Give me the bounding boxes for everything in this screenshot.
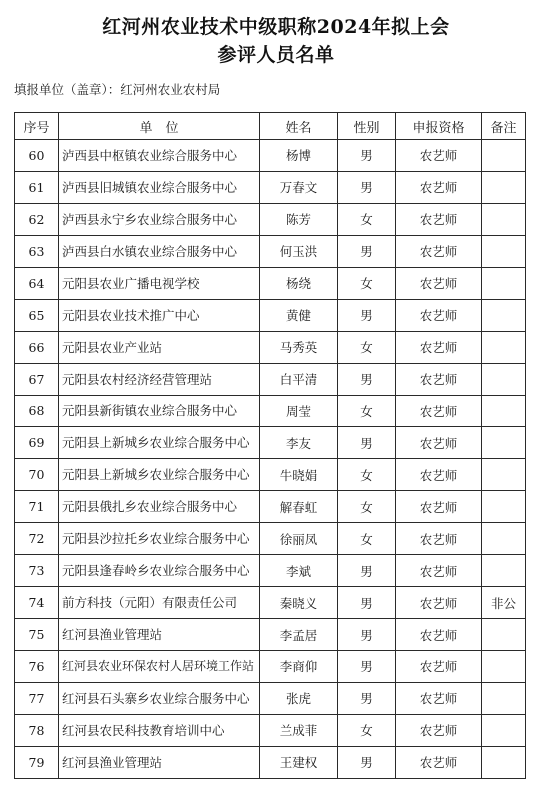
cell-qualification: 农艺师 — [396, 171, 482, 203]
cell-name: 李友 — [260, 427, 338, 459]
table-row — [15, 395, 526, 427]
cell-unit: 红河县渔业管理站 — [59, 619, 260, 651]
cell-unit: 元阳县沙拉托乡农业综合服务中心 — [59, 523, 260, 555]
table-row — [15, 363, 526, 395]
cell-unit: 红河县农民科技教育培训中心 — [59, 714, 260, 746]
cell-no: 71 — [15, 491, 59, 523]
table-row — [15, 523, 526, 555]
header-no: 序号 — [15, 113, 59, 140]
table-row — [15, 331, 526, 363]
cell-sex: 女 — [338, 491, 396, 523]
cell-name: 杨绕 — [260, 267, 338, 299]
cell-qualification: 农艺师 — [396, 140, 482, 172]
cell-unit: 红河县渔业管理站 — [59, 746, 260, 778]
cell-unit: 元阳县逢春岭乡农业综合服务中心 — [59, 555, 260, 587]
cell-name: 陈芳 — [260, 203, 338, 235]
cell-remark — [482, 267, 526, 299]
cell-no: 78 — [15, 714, 59, 746]
header-qualification: 申报资格 — [396, 113, 482, 140]
cell-unit: 红河县石头寨乡农业综合服务中心 — [59, 682, 260, 714]
cell-no: 69 — [15, 427, 59, 459]
table-row — [15, 427, 526, 459]
cell-sex: 男 — [338, 619, 396, 651]
cell-sex: 女 — [338, 203, 396, 235]
cell-qualification: 农艺师 — [396, 523, 482, 555]
cell-no: 70 — [15, 459, 59, 491]
cell-remark — [482, 363, 526, 395]
cell-qualification: 农艺师 — [396, 682, 482, 714]
cell-sex: 男 — [338, 746, 396, 778]
cell-qualification: 农艺师 — [396, 203, 482, 235]
cell-sex: 男 — [338, 651, 396, 683]
cell-remark — [482, 491, 526, 523]
table-body — [15, 140, 526, 779]
cell-no: 76 — [15, 651, 59, 683]
cell-qualification: 农艺师 — [396, 331, 482, 363]
cell-name: 周莹 — [260, 395, 338, 427]
cell-sex: 女 — [338, 331, 396, 363]
table-row — [15, 171, 526, 203]
cell-no: 73 — [15, 555, 59, 587]
cell-sex: 女 — [338, 267, 396, 299]
cell-unit: 泸西县中枢镇农业综合服务中心 — [59, 140, 260, 172]
cell-sex: 男 — [338, 299, 396, 331]
cell-no: 62 — [15, 203, 59, 235]
cell-sex: 男 — [338, 682, 396, 714]
cell-no: 67 — [15, 363, 59, 395]
cell-sex: 男 — [338, 427, 396, 459]
cell-remark — [482, 523, 526, 555]
cell-name: 张虎 — [260, 682, 338, 714]
cell-sex: 男 — [338, 235, 396, 267]
cell-remark — [482, 619, 526, 651]
cell-sex: 男 — [338, 555, 396, 587]
cell-no: 68 — [15, 395, 59, 427]
cell-remark — [482, 459, 526, 491]
cell-remark — [482, 140, 526, 172]
cell-qualification: 农艺师 — [396, 459, 482, 491]
cell-remark — [482, 555, 526, 587]
cell-no: 77 — [15, 682, 59, 714]
cell-no: 61 — [15, 171, 59, 203]
cell-sex: 女 — [338, 459, 396, 491]
document-title-line2: 参评人员名单 — [217, 44, 335, 66]
cell-qualification: 农艺师 — [396, 235, 482, 267]
cell-sex: 男 — [338, 587, 396, 619]
cell-remark — [482, 682, 526, 714]
table-row — [15, 491, 526, 523]
cell-qualification: 农艺师 — [396, 651, 482, 683]
cell-unit: 前方科技（元阳）有限责任公司 — [59, 587, 260, 619]
cell-no: 66 — [15, 331, 59, 363]
cell-name: 马秀英 — [260, 331, 338, 363]
cell-qualification: 农艺师 — [396, 587, 482, 619]
cell-no: 60 — [15, 140, 59, 172]
cell-no: 79 — [15, 746, 59, 778]
cell-no: 63 — [15, 235, 59, 267]
cell-unit: 元阳县农业广播电视学校 — [59, 267, 260, 299]
cell-remark — [482, 714, 526, 746]
cell-name: 万春文 — [260, 171, 338, 203]
cell-qualification: 农艺师 — [396, 746, 482, 778]
cell-name: 杨博 — [260, 140, 338, 172]
reporting-unit: 填报单位（盖章）：红河州农业农村局 — [14, 82, 221, 97]
cell-no: 75 — [15, 619, 59, 651]
cell-unit: 元阳县上新城乡农业综合服务中心 — [59, 427, 260, 459]
roster-table — [14, 112, 526, 779]
cell-remark — [482, 299, 526, 331]
table-row — [15, 267, 526, 299]
cell-unit: 泸西县白水镇农业综合服务中心 — [59, 235, 260, 267]
cell-unit: 元阳县农村经济经营管理站 — [59, 363, 260, 395]
cell-remark: 非公 — [482, 587, 526, 619]
cell-unit: 元阳县俄扎乡农业综合服务中心 — [59, 491, 260, 523]
cell-remark — [482, 235, 526, 267]
cell-sex: 男 — [338, 140, 396, 172]
table-row — [15, 619, 526, 651]
cell-name: 白平清 — [260, 363, 338, 395]
cell-unit: 元阳县农业技术推广中心 — [59, 299, 260, 331]
document-title-line1: 红河州农业技术中级职称2024年拟上会 — [102, 16, 450, 38]
table-row — [15, 651, 526, 683]
cell-no: 72 — [15, 523, 59, 555]
cell-remark — [482, 203, 526, 235]
table-row — [15, 746, 526, 778]
cell-remark — [482, 331, 526, 363]
cell-qualification: 农艺师 — [396, 363, 482, 395]
cell-sex: 男 — [338, 363, 396, 395]
cell-qualification: 农艺师 — [396, 714, 482, 746]
cell-no: 64 — [15, 267, 59, 299]
cell-remark — [482, 427, 526, 459]
cell-no: 65 — [15, 299, 59, 331]
table-row — [15, 203, 526, 235]
cell-name: 李孟居 — [260, 619, 338, 651]
table-row — [15, 140, 526, 172]
cell-name: 徐丽凤 — [260, 523, 338, 555]
cell-name: 何玉洪 — [260, 235, 338, 267]
cell-qualification: 农艺师 — [396, 619, 482, 651]
cell-name: 兰成菲 — [260, 714, 338, 746]
cell-qualification: 农艺师 — [396, 491, 482, 523]
table-row — [15, 459, 526, 491]
table-header-row — [15, 113, 526, 140]
table-row — [15, 714, 526, 746]
header-unit: 单 位 — [59, 113, 260, 140]
table-row — [15, 682, 526, 714]
header-remark: 备注 — [482, 113, 526, 140]
cell-qualification: 农艺师 — [396, 555, 482, 587]
cell-qualification: 农艺师 — [396, 427, 482, 459]
cell-name: 黄健 — [260, 299, 338, 331]
cell-name: 李斌 — [260, 555, 338, 587]
cell-sex: 女 — [338, 714, 396, 746]
cell-unit: 元阳县农业产业站 — [59, 331, 260, 363]
header-sex: 性别 — [338, 113, 396, 140]
cell-unit: 元阳县上新城乡农业综合服务中心 — [59, 459, 260, 491]
cell-name: 李商仰 — [260, 651, 338, 683]
cell-name: 秦晓义 — [260, 587, 338, 619]
header-name: 姓名 — [260, 113, 338, 140]
cell-name: 解春虹 — [260, 491, 338, 523]
cell-remark — [482, 171, 526, 203]
cell-unit: 泸西县旧城镇农业综合服务中心 — [59, 171, 260, 203]
table-row — [15, 299, 526, 331]
cell-sex: 男 — [338, 171, 396, 203]
cell-remark — [482, 746, 526, 778]
table-row — [15, 587, 526, 619]
cell-sex: 女 — [338, 523, 396, 555]
cell-qualification: 农艺师 — [396, 395, 482, 427]
cell-remark — [482, 651, 526, 683]
cell-name: 王建权 — [260, 746, 338, 778]
cell-no: 74 — [15, 587, 59, 619]
table-row — [15, 235, 526, 267]
cell-qualification: 农艺师 — [396, 299, 482, 331]
cell-unit: 泸西县永宁乡农业综合服务中心 — [59, 203, 260, 235]
cell-sex: 女 — [338, 395, 396, 427]
cell-unit: 元阳县新街镇农业综合服务中心 — [59, 395, 260, 427]
cell-remark — [482, 395, 526, 427]
cell-name: 牛晓娟 — [260, 459, 338, 491]
cell-qualification: 农艺师 — [396, 267, 482, 299]
cell-unit: 红河县农业环保农村人居环境工作站 — [59, 651, 260, 683]
table-row — [15, 555, 526, 587]
